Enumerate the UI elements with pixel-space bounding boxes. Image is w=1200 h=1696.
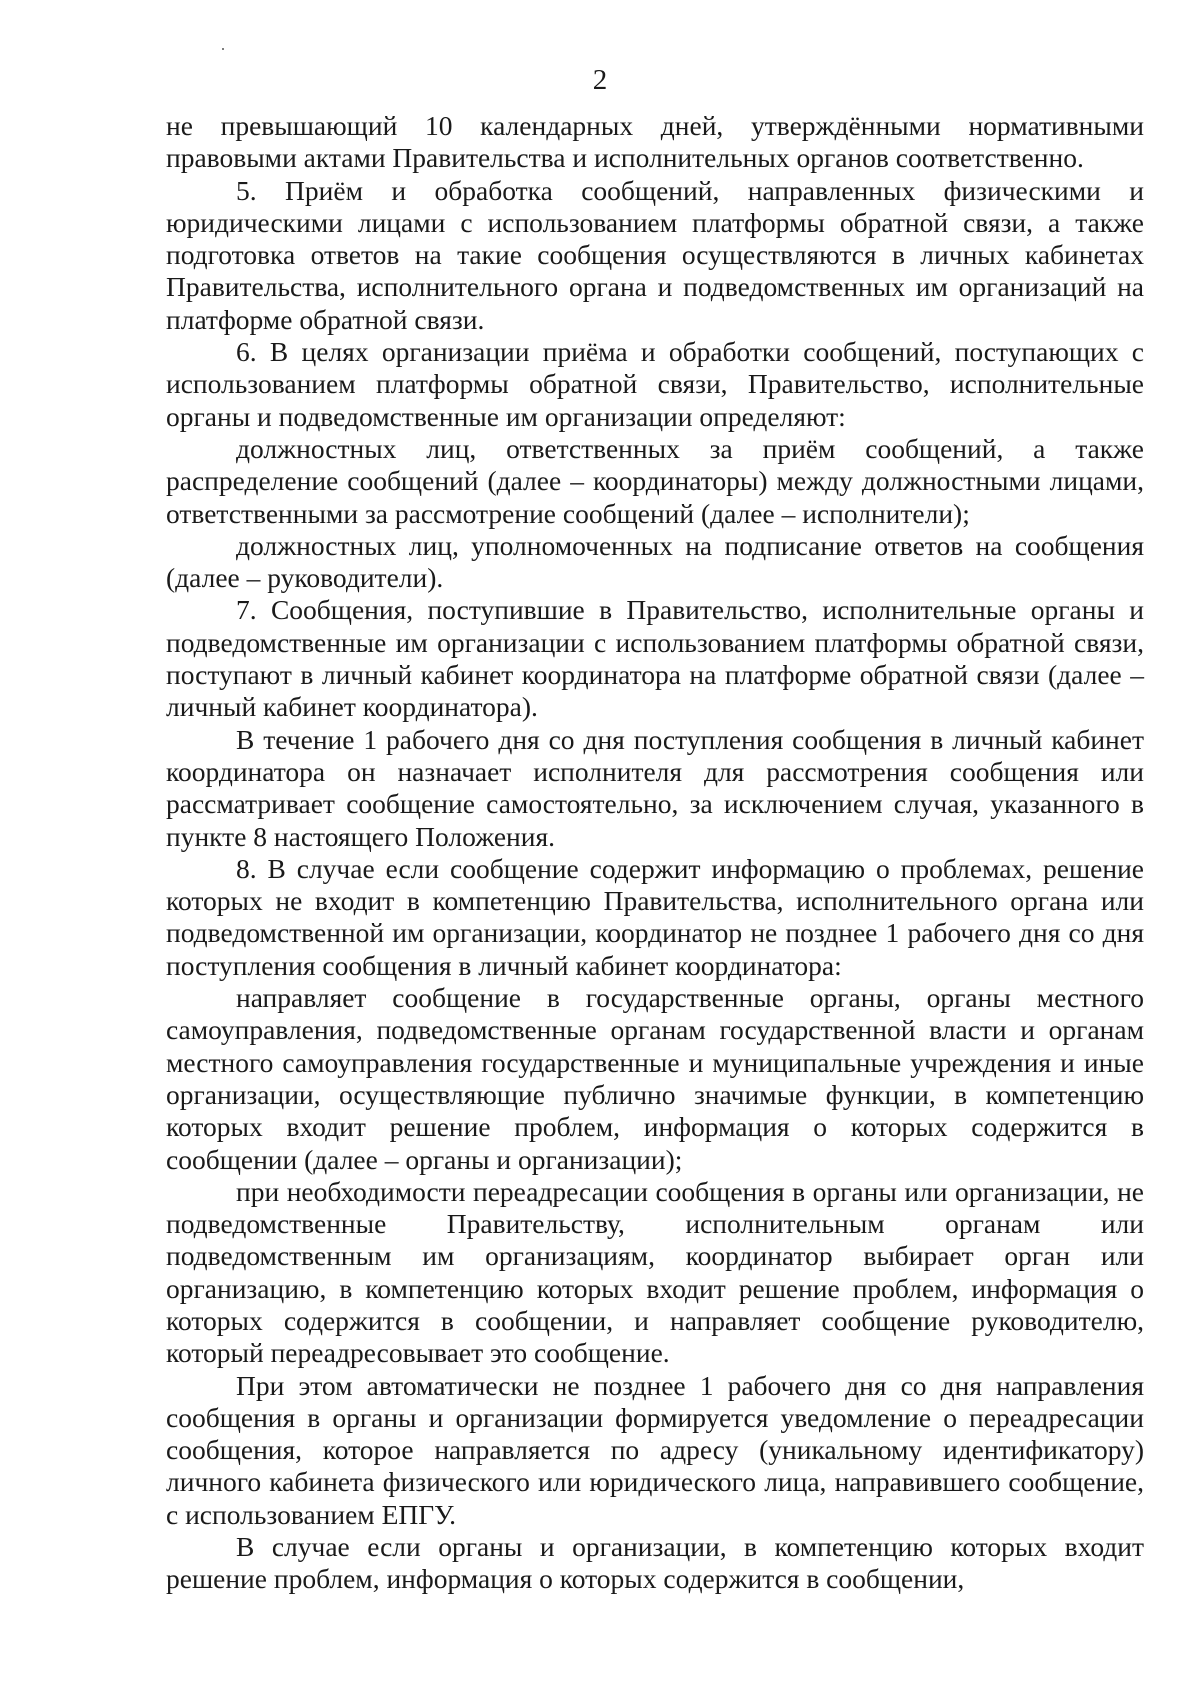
paragraph-item-7: 7. Сообщения, поступившие в Правительство, исполнительные органы и подведомственные им организации с использованием платформы обратной связи, поступают в личный кабинет координатора на платформе обратной связи (далее – личный кабинет координатора). <box>166 594 1144 723</box>
scan-speck <box>222 48 224 50</box>
paragraph-notification: При этом автоматически не позднее 1 рабочего дня со дня направления сообщения в органы и организации формируется уведомление о переадресации сообщения, которое направляется по адресу (уникальному идентификатору) личного кабинета физического или юридического лица, направившего сообщение, с использованием ЕПГУ. <box>166 1369 1144 1530</box>
page-number: 2 <box>592 64 608 96</box>
paragraph-item-8-readdressing: при необходимости переадресации сообщения в органы или организации, не подведомственные Правительству, исполнительным органам или подведомственным им организациям, координатор выбирает орган или организацию, в компетенцию которых входит решение проблем, информация о которых содержится в сообщении, и направляет сообщение руководителю, который переадресовывает это сообщение. <box>166 1175 1144 1369</box>
paragraph-final: В случае если органы и организации, в компетенцию которых входит решение проблем, информация о которых содержится в сообщении, <box>166 1531 1144 1595</box>
paragraph-item-6-managers: должностных лиц, уполномоченных на подписание ответов на сообщения (далее – руководители). <box>166 529 1144 594</box>
document-body <box>166 110 1144 1596</box>
paragraph-item-6-coordinators: должностных лиц, ответственных за приём сообщений, а также распределение сообщений (далее – координаторы) между должностными лицами, ответственными за рассмотрение сообщений (далее – исполнители); <box>166 432 1144 529</box>
paragraph-item-6: 6. В целях организации приёма и обработки сообщений, поступающих с использованием платформы обратной связи, Правительство, исполнительные органы и подведомственные им организации определяют: <box>166 336 1144 432</box>
paragraph-continuation: не превышающий 10 календарных дней, утверждёнными нормативными правовыми актами Правительства и исполнительных органов соответственно. <box>166 110 1144 174</box>
paragraph-item-7-deadline: В течение 1 рабочего дня со дня поступления сообщения в личный кабинет координатора он назначает исполнителя для рассмотрения сообщения или рассматривает сообщение самостоятельно, за исключением случая, указанного в пункте 8 настоящего Положения. <box>166 723 1144 852</box>
paragraph-item-8: 8. В случае если сообщение содержит информацию о проблемах, решение которых не входит в компетенцию Правительства, исполнительного органа или подведомственной им организации, координатор не позднее 1 рабочего дня со дня поступления сообщения в личный кабинет координатора: <box>166 852 1144 981</box>
paragraph-item-8-forwarding: направляет сообщение в государственные органы, органы местного самоуправления, подведомственные органам государственной власти и органам местного самоуправления государственные и муниципальные учреждения и иные организации, осуществляющие публично значимые функции, в компетенцию которых входит решение проблем, информация о которых содержится в сообщении (далее – органы и организации); <box>166 982 1144 1175</box>
paragraph-item-5: 5. Приём и обработка сообщений, направленных физическими и юридическими лицами с использованием платформы обратной связи, а также подготовка ответов на такие сообщения осуществляются в личных кабинетах Правительства, исполнительного органа и подведомственных им организаций на платформе обратной связи. <box>166 174 1144 335</box>
